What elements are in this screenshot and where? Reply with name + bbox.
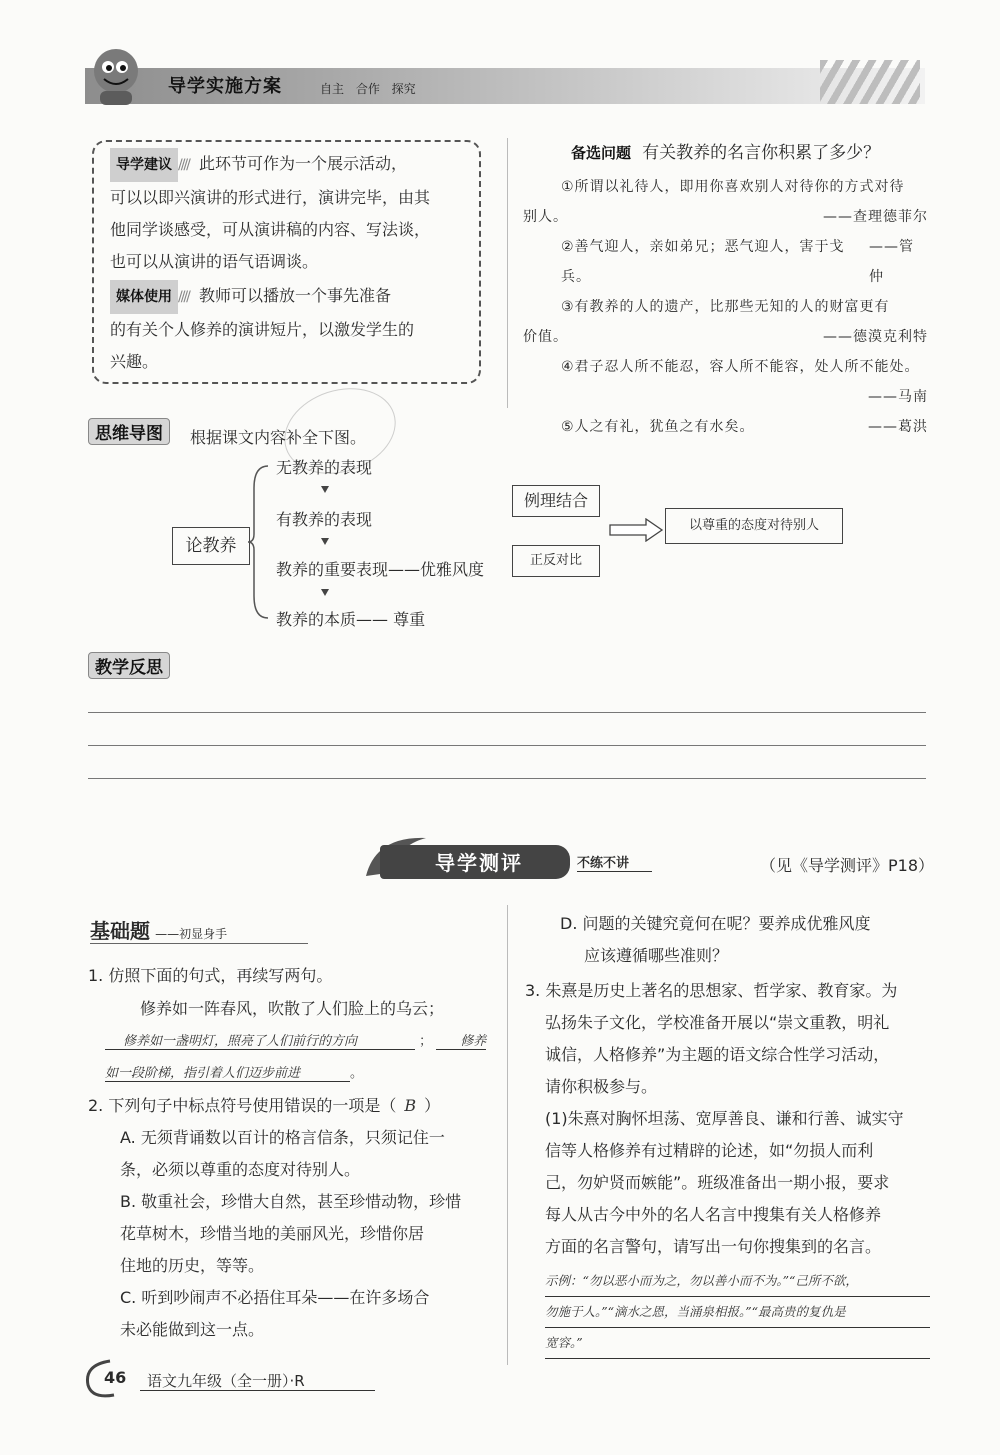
q3-sub: 每人从古今中外的名人名言中搜集有关人格修养 [545, 1205, 882, 1224]
branch-3: 教养的重要表现——优雅风度 [276, 560, 485, 579]
option-c: C. 听到吵闹声不必捂住耳朵——在许多场合 [120, 1288, 430, 1307]
test-slogan: 不练不讲 [577, 852, 652, 872]
footer-line [140, 1390, 375, 1391]
mindmap-instruction: 根据课文内容补全下图。 [190, 428, 367, 447]
media-para [110, 280, 470, 378]
branch-4: 教养的本质—— 尊重 [276, 610, 426, 629]
q3-line: 诚信，人格修养”为主题的语文综合性学习活动， [545, 1045, 890, 1064]
mindmap-root: 论教养 [172, 527, 250, 565]
answer-text: 如一段阶梯，指引着人们迈步前进 [105, 1062, 350, 1082]
reflection-tag: 教学反思 [88, 652, 170, 679]
option-d: D. 问题的关键究竟何在呢？要养成优雅风度 [560, 914, 871, 933]
basic-q1-example: 修养如一阵春风，吹散了人们脸上的乌云； [140, 999, 445, 1018]
backup-tag: 备选问题 [571, 144, 632, 162]
basic-q1-answer-2 [105, 1062, 363, 1082]
option-b: B. 敬重社会，珍惜大自然，甚至珍惜动物，珍惜 [120, 1192, 462, 1211]
option-b-cont: 花草树木，珍惜当地的美丽风光，珍惜你居 [120, 1224, 425, 1243]
q2-option-d [560, 908, 930, 972]
suggestion-text: 此环节可作为一个展示活动， [199, 154, 408, 173]
backup-question: 有关教养的名言你积累了多少？ [642, 143, 881, 163]
column-divider-bottom [507, 905, 508, 1365]
answer-text: 修养 [436, 1030, 486, 1050]
slash-decor: //// [178, 289, 189, 305]
test-reference: （见《导学测评》P18） [760, 856, 935, 875]
basic-heading [90, 915, 227, 944]
quote-5 [523, 412, 928, 442]
quote-3-cont: 价值。 [523, 329, 568, 345]
answer-text: 修养如一盏明灯，照亮了人们前行的方向 [105, 1030, 415, 1050]
basic-q1: 1. 仿照下面的句式，再续写两句。 [88, 966, 333, 985]
suggestion-line: 也可以从演讲的语气语调谈。 [110, 252, 319, 271]
branch-1: 无教养的表现 [276, 458, 373, 477]
answer-line: 示例：“勿以恶小而为之，勿以善小而不为。”“己所不欲， [545, 1266, 930, 1297]
quote-3-author: ——德漠克利特 [823, 329, 928, 345]
option-a-cont: 条，必须以尊重的态度对待别人。 [120, 1160, 361, 1179]
quote-3: ③有教养的人的遗产，比那些无知的人的财富更有 [561, 299, 890, 315]
q3-sub: 己，勿妒贤而嫉能”。班级准备出一期小报，要求 [545, 1173, 890, 1192]
quote-2 [523, 232, 928, 292]
quote-4-author: ——马南 [868, 389, 928, 405]
header-title: 导学实施方案 [168, 76, 282, 97]
page-number: 46 [104, 1368, 127, 1387]
basic-q3 [525, 975, 935, 1263]
basic-subtitle: ——初显身手 [155, 927, 228, 941]
basic-q1-answer-1 [105, 1030, 495, 1050]
quote-1: ①所谓以礼待人，即用你喜欢别人对待你的方式对待 [561, 179, 905, 195]
q2-stem: 2. 下列句子中标点符号使用错误的一项是（ [88, 1096, 397, 1115]
quote-2-text: ②善气迎人，亲如弟兄；恶气迎人，害于戈兵。 [561, 239, 845, 285]
q3-line: 3. 朱熹是历史上著名的思想家、哲学家、教育家。为 [525, 981, 898, 1000]
q3-line: 弘扬朱子文化，学校准备开展以“崇文重教，明礼 [545, 1013, 890, 1032]
q2-answer: B [404, 1096, 417, 1115]
media-text: 教师可以播放一个事先准备 [199, 286, 392, 305]
media-line: 的有关个人修养的演讲短片，以激发学生的 [110, 320, 415, 339]
slash-decor: //// [178, 157, 189, 173]
mindmap-box-contrast: 正反对比 [512, 545, 600, 577]
media-tag: 媒体使用 [110, 280, 178, 314]
q3-answer [545, 1266, 930, 1359]
column-divider [507, 138, 508, 408]
mindmap-tag: 思维导图 [88, 418, 170, 445]
media-line: 兴趣。 [110, 352, 159, 371]
mindmap-brace [248, 458, 272, 626]
q3-sub: 方面的名言警句，请写出一句你搜集到的名言。 [545, 1237, 882, 1256]
option-c-cont: 未必能做到这一点。 [120, 1320, 265, 1339]
quote-5-author: ——葛洪 [868, 419, 928, 435]
quote-list [523, 172, 928, 442]
book-title: 语文九年级（全一册）·R [147, 1372, 305, 1390]
option-b-cont: 住地的历史，等等。 [120, 1256, 265, 1275]
suggestion-tag: 导学建议 [110, 148, 178, 182]
arrow-down [321, 486, 329, 493]
test-banner-title: 导学测评 [435, 851, 523, 875]
option-d-cont: 应该遵循哪些准则？ [584, 946, 729, 965]
quote-5-text: ⑤人之有礼，犹鱼之有水矣。 [561, 419, 755, 435]
writing-line [88, 778, 926, 779]
mindmap-box-result: 以尊重的态度对待别人 [665, 508, 843, 544]
option-a: A. 无须背诵数以百计的格言信条，只须记住一 [120, 1128, 445, 1147]
heading-underline [90, 943, 308, 944]
suggestion-line: 可以以即兴演讲的形式进行，演讲完毕，由其 [110, 188, 431, 207]
quote-1-cont: 别人。 [523, 209, 568, 225]
arrow-down [321, 538, 329, 545]
quote-1-author: ——查理德菲尔 [823, 209, 928, 225]
header-stripes [820, 60, 920, 104]
answer-end: 。 [350, 1066, 364, 1081]
q3-sub: 信等人格修养有过精辟的论述，如“勿损人而利 [545, 1141, 874, 1160]
q2-options [120, 1122, 500, 1346]
q3-line: 请你积极参与。 [545, 1077, 658, 1096]
mindmap-box-example: 例理结合 [512, 485, 600, 517]
suggestion-line: 他同学谈感受，可从演讲稿的内容、写法谈， [110, 220, 431, 239]
writing-line [88, 745, 926, 746]
branch-2: 有教养的表现 [276, 510, 373, 529]
q2-end: ） [424, 1096, 441, 1115]
writing-line [88, 712, 926, 713]
answer-sep: ； [419, 1034, 433, 1049]
mascot-icon [86, 45, 148, 107]
answer-line: 勿施于人。”“滴水之恩，当涌泉相报。”“最高贵的复仇是 [545, 1297, 930, 1328]
arrow-down [321, 589, 329, 596]
quote-4: ④君子忍人所不能忍，容人所不能容，处人所不能处。 [561, 359, 920, 375]
basic-title: 基础题 [90, 919, 150, 943]
header-subtitle: 自主 合作 探究 [320, 82, 416, 96]
backup-heading [565, 138, 880, 164]
basic-q2 [88, 1090, 440, 1122]
answer-line: 宽容。” [545, 1328, 930, 1359]
suggestion-para-1 [110, 148, 470, 278]
q3-sub: (1)朱熹对胸怀坦荡、宽厚善良、谦和行善、诚实守 [545, 1109, 904, 1128]
hollow-arrow-icon [608, 518, 664, 542]
quote-2-author: ——管仲 [869, 239, 915, 285]
